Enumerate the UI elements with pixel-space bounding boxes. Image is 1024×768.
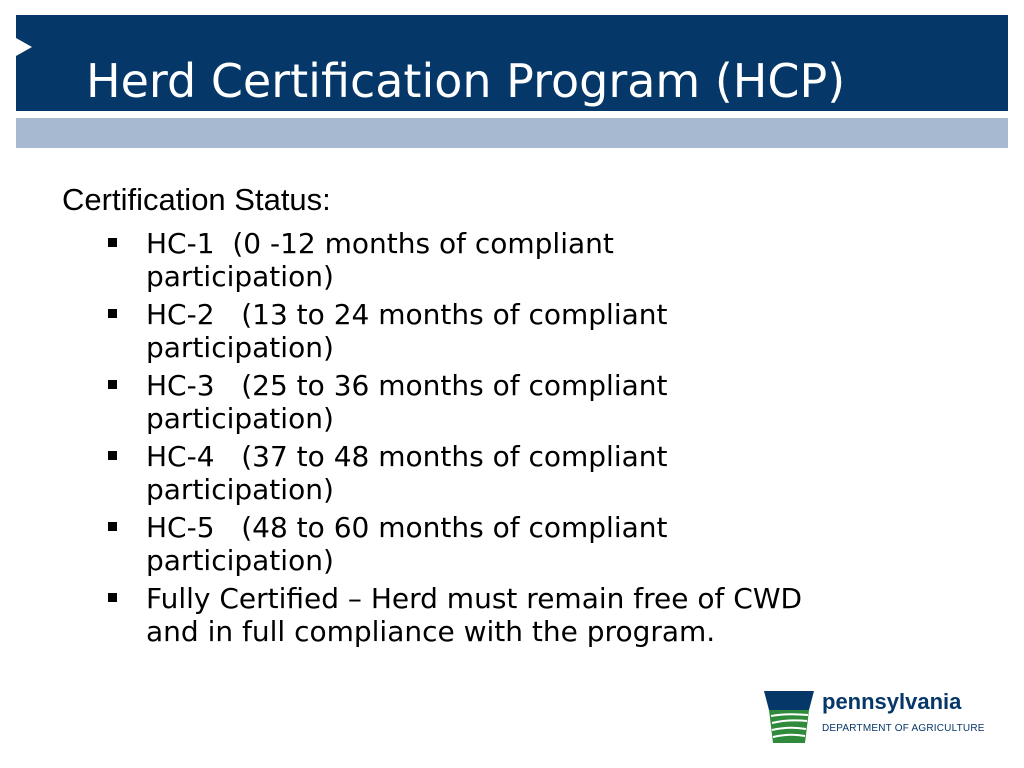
list-item-text: HC-5 (48 to 60 months of compliant participation) <box>146 511 668 577</box>
logo-name: pennsylvania <box>822 689 962 714</box>
slide-title: Herd Certification Program (HCP) <box>86 54 846 108</box>
list-item <box>108 298 978 364</box>
status-list <box>108 227 978 653</box>
square-bullet-icon <box>108 522 117 531</box>
list-item <box>108 227 978 293</box>
list-item-text: Fully Certified – Herd must remain free of CWD and in full compliance with the program. <box>146 582 803 648</box>
logo-department: DEPARTMENT OF AGRICULTURE <box>822 723 985 734</box>
list-item <box>108 582 978 648</box>
title-accent-bar <box>16 118 1008 148</box>
square-bullet-icon <box>108 380 117 389</box>
list-item-text: HC-1 (0 -12 months of compliant participation) <box>146 227 614 293</box>
list-item-text: HC-2 (13 to 24 months of compliant participation) <box>146 298 668 364</box>
keystone-icon <box>762 689 816 745</box>
pa-agriculture-logo <box>762 687 998 747</box>
list-item <box>108 440 978 506</box>
square-bullet-icon <box>108 451 117 460</box>
square-bullet-icon <box>108 309 117 318</box>
list-item <box>108 369 978 435</box>
list-item <box>108 511 978 577</box>
section-heading: Certification Status: <box>62 182 331 217</box>
square-bullet-icon <box>108 593 117 602</box>
square-bullet-icon <box>108 238 117 247</box>
title-arrow-icon <box>16 38 32 56</box>
list-item-text: HC-4 (37 to 48 months of compliant participation) <box>146 440 668 506</box>
list-item-text: HC-3 (25 to 36 months of compliant participation) <box>146 369 668 435</box>
